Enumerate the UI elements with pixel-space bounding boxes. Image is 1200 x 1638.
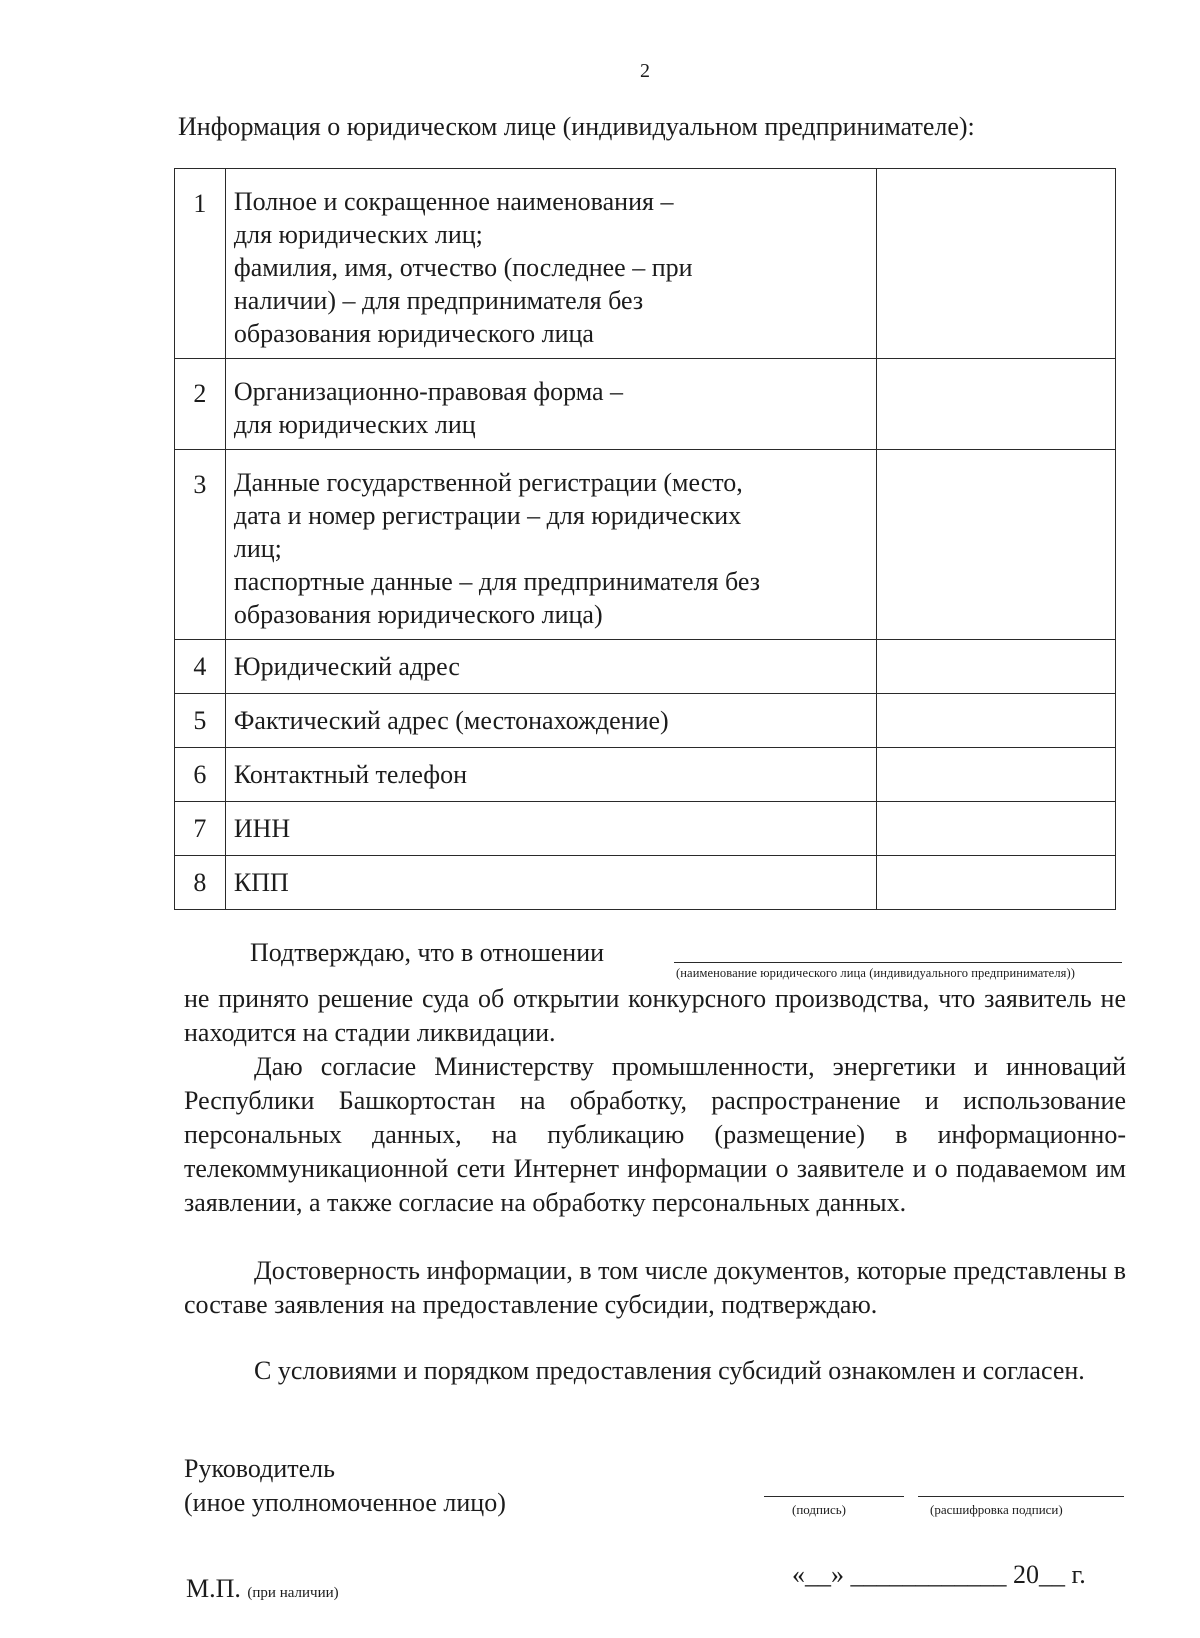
row-value-field[interactable]: [876, 748, 1115, 802]
signature-caption: (подпись): [792, 1502, 846, 1517]
table-row: [175, 856, 1116, 910]
table-row: [175, 748, 1116, 802]
row-number: 8: [175, 856, 226, 910]
row-label-line: ИНН: [233, 814, 291, 843]
row-label-line: лиц;: [233, 534, 282, 563]
role-line: Руководитель: [184, 1454, 335, 1483]
paragraph-accuracy: Достоверность информации, в том числе документов, которые представлены в составе заявления на предоставление субсидии, подтверждаю.: [184, 1256, 1126, 1319]
signature-name-caption: (расшифровка подписи): [930, 1502, 1063, 1517]
table-row: [175, 169, 1116, 359]
row-label-line: для юридических лиц;: [233, 220, 483, 249]
row-label-line: Организационно-правовая форма –: [233, 377, 624, 406]
row-number: 5: [175, 694, 226, 748]
stamp-place: [186, 1574, 339, 1604]
row-label: [225, 748, 876, 802]
role-line: (иное уполномоченное лицо): [184, 1488, 506, 1517]
table-row: [175, 450, 1116, 640]
section-heading: Информация о юридическом лице (индивидуальном предпринимателе):: [178, 112, 975, 141]
row-label-line: Полное и сокращенное наименования –: [233, 187, 674, 216]
row-number: 6: [175, 748, 226, 802]
row-value-field[interactable]: [876, 640, 1115, 694]
row-value-field[interactable]: [876, 856, 1115, 910]
entity-name-blank[interactable]: [674, 962, 1122, 963]
row-number: 4: [175, 640, 226, 694]
row-value-field[interactable]: [876, 802, 1115, 856]
paragraph-no-bankruptcy: не принято решение суда об открытии конкурсного производства, что заявитель не находится на стадии ликвидации.: [184, 984, 1126, 1047]
legal-entity-info-table: [174, 168, 1116, 910]
row-label: [225, 640, 876, 694]
page-number: 2: [640, 60, 650, 82]
row-label: [225, 169, 876, 359]
signature-blank[interactable]: [764, 1496, 904, 1497]
table-row: [175, 802, 1116, 856]
row-value-field[interactable]: [876, 450, 1115, 640]
row-label-line: Контактный телефон: [233, 760, 467, 789]
row-label: [225, 802, 876, 856]
row-label-line: образования юридического лица: [233, 319, 594, 348]
row-value-field[interactable]: [876, 694, 1115, 748]
row-label: [225, 359, 876, 450]
stamp-note: (при наличии): [247, 1585, 339, 1601]
row-label-line: фамилия, имя, отчество (последнее – при: [233, 253, 693, 282]
row-label-line: Данные государственной регистрации (место,: [233, 468, 743, 497]
table-row: [175, 694, 1116, 748]
signature-name-blank[interactable]: [918, 1496, 1124, 1497]
row-label-line: КПП: [233, 868, 289, 897]
row-label-line: дата и номер регистрации – для юридических: [233, 501, 742, 530]
row-label-line: образования юридического лица): [233, 600, 603, 629]
table-row: [175, 359, 1116, 450]
row-number: 1: [175, 169, 226, 359]
paragraph-consent: Даю согласие Министерству промышленности, энергетики и инноваций Республики Башкортостан на обработку, распространение и использование персональных данных, на публикацию (размещение) в информационно-телекоммуникационной сети Интернет информации о заявителе и о подаваемом им заявлении, а также согласие на обработку персональных данных.: [184, 1052, 1126, 1217]
table-row: [175, 640, 1116, 694]
row-label: [225, 856, 876, 910]
entity-name-caption: (наименование юридического лица (индивидуального предпринимателя)): [676, 966, 1076, 980]
row-label: [225, 694, 876, 748]
row-label-line: наличии) – для предпринимателя без: [233, 286, 644, 315]
signatory-role: [184, 1452, 506, 1520]
row-number: 3: [175, 450, 226, 640]
row-number: 2: [175, 359, 226, 450]
row-number: 7: [175, 802, 226, 856]
row-value-field[interactable]: [876, 169, 1115, 359]
row-label: [225, 450, 876, 640]
paragraph-conditions: С условиями и порядком предоставления субсидий ознакомлен и согласен.: [254, 1356, 1085, 1385]
row-label-line: паспортные данные – для предпринимателя без: [233, 567, 760, 596]
row-value-field[interactable]: [876, 359, 1115, 450]
row-label-line: для юридических лиц: [233, 410, 476, 439]
row-label-line: Юридический адрес: [233, 652, 460, 681]
stamp-label: М.П.: [186, 1574, 241, 1603]
confirmation-lead: Подтверждаю, что в отношении: [250, 938, 605, 967]
row-label-line: Фактический адрес (местонахождение): [233, 706, 669, 735]
date-field[interactable]: «__» ____________ 20__ г.: [792, 1560, 1086, 1589]
